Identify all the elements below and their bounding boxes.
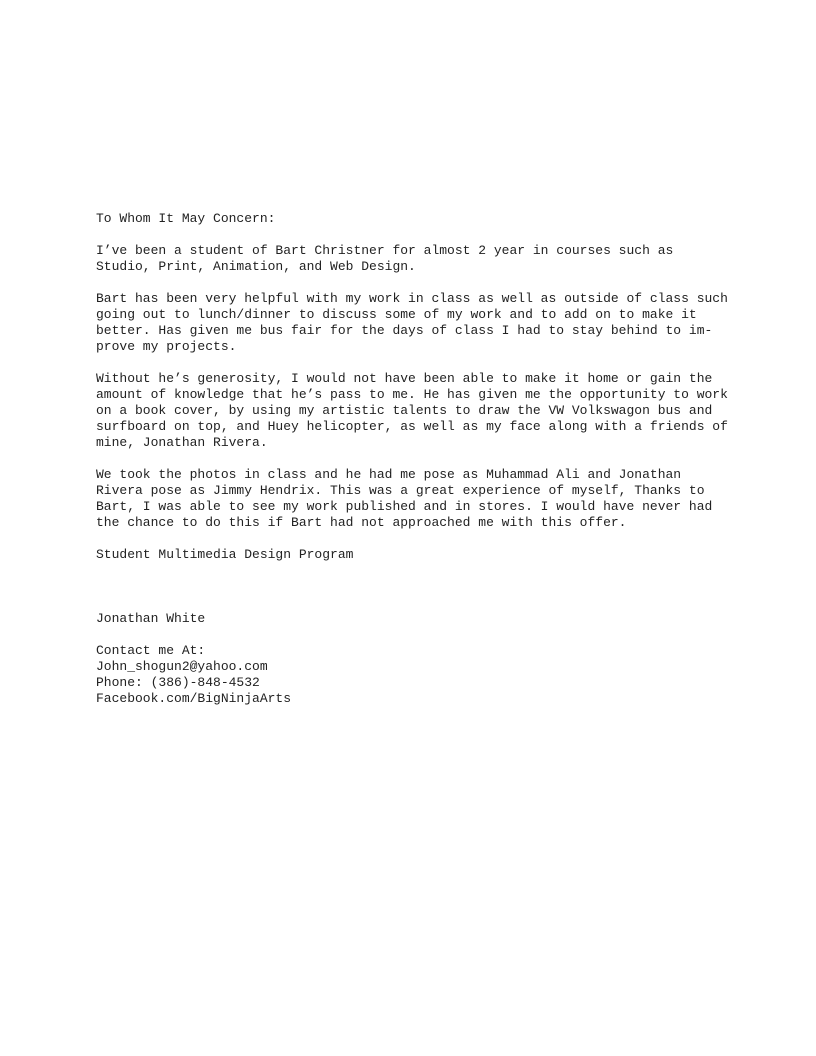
paragraph-line: amount of knowledge that he’s pass to me. He has given me the opportunity to work xyxy=(96,387,728,402)
paragraph-line: Rivera pose as Jimmy Hendrix. This was a great experience of myself, Thanks to xyxy=(96,483,705,498)
paragraph-line: I’ve been a student of Bart Christner for almost 2 year in courses such as xyxy=(96,243,674,258)
paragraph-3 xyxy=(96,371,776,451)
paragraph-line: on a book cover, by using my artistic talents to draw the VW Volkswagon bus and xyxy=(96,403,713,418)
paragraph-line: the chance to do this if Bart had not approached me with this offer. xyxy=(96,515,627,530)
paragraph-line: Without he’s generosity, I would not have been able to make it home or gain the xyxy=(96,371,713,386)
paragraph-line: prove my projects. xyxy=(96,339,237,354)
program-name: Student Multimedia Design Program xyxy=(96,547,354,562)
paragraph-line: We took the photos in class and he had me pose as Muhammad Ali and Jonathan xyxy=(96,467,682,482)
contact-heading: Contact me At: xyxy=(96,643,206,658)
paragraph-line: surfboard on top, and Huey helicopter, as well as my face along with a friends of xyxy=(96,419,728,434)
paragraph-line: going out to lunch/dinner to discuss some of my work and to add on to make it xyxy=(96,307,697,322)
paragraph-line: Bart has been very helpful with my work in class as well as outside of class such xyxy=(96,291,728,306)
paragraph-gap xyxy=(96,227,776,243)
paragraph-gap xyxy=(96,355,776,371)
paragraph-line: better. Has given me bus fair for the days of class I had to stay behind to im- xyxy=(96,323,713,338)
paragraph-2 xyxy=(96,291,776,355)
contact-facebook: Facebook.com/BigNinjaArts xyxy=(96,691,292,706)
signature-gap xyxy=(96,563,776,611)
paragraph-line: mine, Jonathan Rivera. xyxy=(96,435,268,450)
signature-name: Jonathan White xyxy=(96,611,206,626)
paragraph-gap xyxy=(96,627,776,643)
contact-block xyxy=(96,643,776,707)
contact-email: John_shogun2@yahoo.com xyxy=(96,659,268,674)
paragraph-4 xyxy=(96,467,776,531)
paragraph-line: Studio, Print, Animation, and Web Design. xyxy=(96,259,416,274)
salutation: To Whom It May Concern: xyxy=(96,211,276,226)
contact-phone: Phone: (386)-848-4532 xyxy=(96,675,260,690)
paragraph-gap xyxy=(96,451,776,467)
paragraph-gap xyxy=(96,275,776,291)
paragraph-gap xyxy=(96,531,776,547)
letter-body xyxy=(96,211,776,707)
paragraph-line: Bart, I was able to see my work published and in stores. I would have never had xyxy=(96,499,713,514)
paragraph-1 xyxy=(96,243,776,275)
